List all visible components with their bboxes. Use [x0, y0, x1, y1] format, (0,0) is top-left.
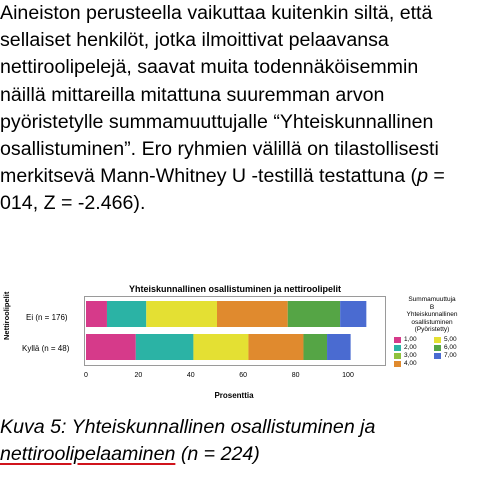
x-tick-label: 100	[342, 372, 354, 379]
p-value-symbol: p	[417, 165, 428, 188]
x-tick-label: 60	[239, 372, 248, 379]
line-text: merkitsevä Mann-Whitney U -testillä testattuna (	[0, 165, 418, 188]
caption-line	[0, 441, 480, 468]
legend-swatch	[394, 353, 401, 359]
legend	[390, 296, 474, 384]
bar-segment	[86, 301, 107, 327]
paragraph-line	[0, 163, 480, 190]
bar-segment	[340, 301, 366, 327]
bar-segment	[327, 334, 351, 360]
legend-item	[434, 336, 474, 343]
paragraph-line	[0, 82, 480, 109]
legend-label: 3,00	[404, 352, 417, 359]
legend-item	[434, 344, 474, 351]
figure-caption	[0, 414, 480, 468]
line-text: Aineiston perusteella vaikuttaa kuitenkin siltä, että	[0, 2, 433, 24]
paragraph-line	[0, 0, 480, 27]
legend-swatch	[434, 353, 441, 359]
chart-title: Yhteiskunnallinen osallistuminen ja nettiroolipelit	[128, 284, 342, 294]
legend-label: 2,00	[404, 344, 417, 351]
legend-label: 1,00	[404, 336, 417, 343]
x-tick-label: 20	[134, 372, 143, 379]
line-text: pyöristetylle summamuuttujalle “Yhteiskunnallinen	[0, 110, 434, 133]
caption-rest: (n = 224)	[175, 443, 260, 465]
paragraph-line	[0, 27, 480, 54]
x-axis-label: Prosenttia	[214, 391, 254, 400]
paragraph-line	[0, 190, 480, 217]
bar-segment	[193, 334, 248, 360]
line-text: 014, Z = -2.466).	[0, 192, 146, 215]
legend-label: 6,00	[444, 344, 457, 351]
legend-label: 5,00	[444, 336, 457, 343]
legend-title-line: Yhteiskunnallinen	[406, 311, 458, 318]
bar-segment	[288, 301, 340, 327]
paragraph-line	[0, 109, 480, 136]
legend-swatch	[394, 345, 401, 351]
body-paragraph	[0, 0, 480, 218]
legend-title	[390, 296, 474, 334]
line-text: näillä mittareilla mitattuna suuremman arvon	[0, 83, 385, 106]
caption-line: Kuva 5: Yhteiskunnallinen osallistuminen ja	[0, 416, 376, 438]
legend-label: 7,00	[444, 352, 457, 359]
bar-segment	[146, 301, 217, 327]
x-tick-label: 80	[291, 372, 300, 379]
legend-title-line: Summamuuttuja	[408, 296, 456, 303]
legend-item	[394, 360, 434, 367]
paragraph-line	[0, 54, 480, 81]
x-tick-label: 0	[84, 372, 88, 379]
legend-swatch	[394, 361, 401, 367]
legend-items	[394, 336, 474, 367]
x-tick-label: 40	[186, 372, 195, 379]
stacked-bar-chart	[0, 278, 480, 410]
caption-underlined-word: nettiroolipelaaminen	[0, 443, 176, 465]
line-text: nettiroolipelejä, saavat muita todennäköisemmin	[0, 56, 419, 79]
legend-title-line: (Pyöristetty)	[414, 326, 450, 333]
bar-segment	[217, 301, 288, 327]
legend-swatch	[434, 345, 441, 351]
bar-segment	[136, 334, 194, 360]
bar-segment	[86, 334, 136, 360]
bar-segment	[107, 301, 146, 327]
legend-title-line: osallistuminen	[411, 318, 453, 326]
legend-swatch	[434, 337, 441, 343]
bar-segment	[248, 334, 303, 360]
bar-segment	[303, 334, 327, 360]
line-text: =	[427, 165, 445, 188]
category-label: Kyllä (n = 48)	[22, 344, 70, 353]
legend-item	[394, 352, 434, 359]
line-text: osallistuminen”. Ero ryhmien välillä on tilastollisesti	[0, 137, 439, 160]
legend-item	[434, 352, 474, 359]
category-label: Ei (n = 176)	[26, 313, 68, 322]
legend-title-line: B	[429, 303, 435, 311]
legend-item	[394, 344, 434, 351]
y-axis-label: Nettiroolipelit	[2, 291, 11, 340]
paragraph-line	[0, 136, 480, 163]
legend-item	[394, 336, 434, 343]
legend-label: 4,00	[404, 360, 417, 367]
legend-swatch	[394, 337, 401, 343]
line-text: sellaiset henkilöt, jotka ilmoittivat pelaavansa	[0, 29, 389, 52]
